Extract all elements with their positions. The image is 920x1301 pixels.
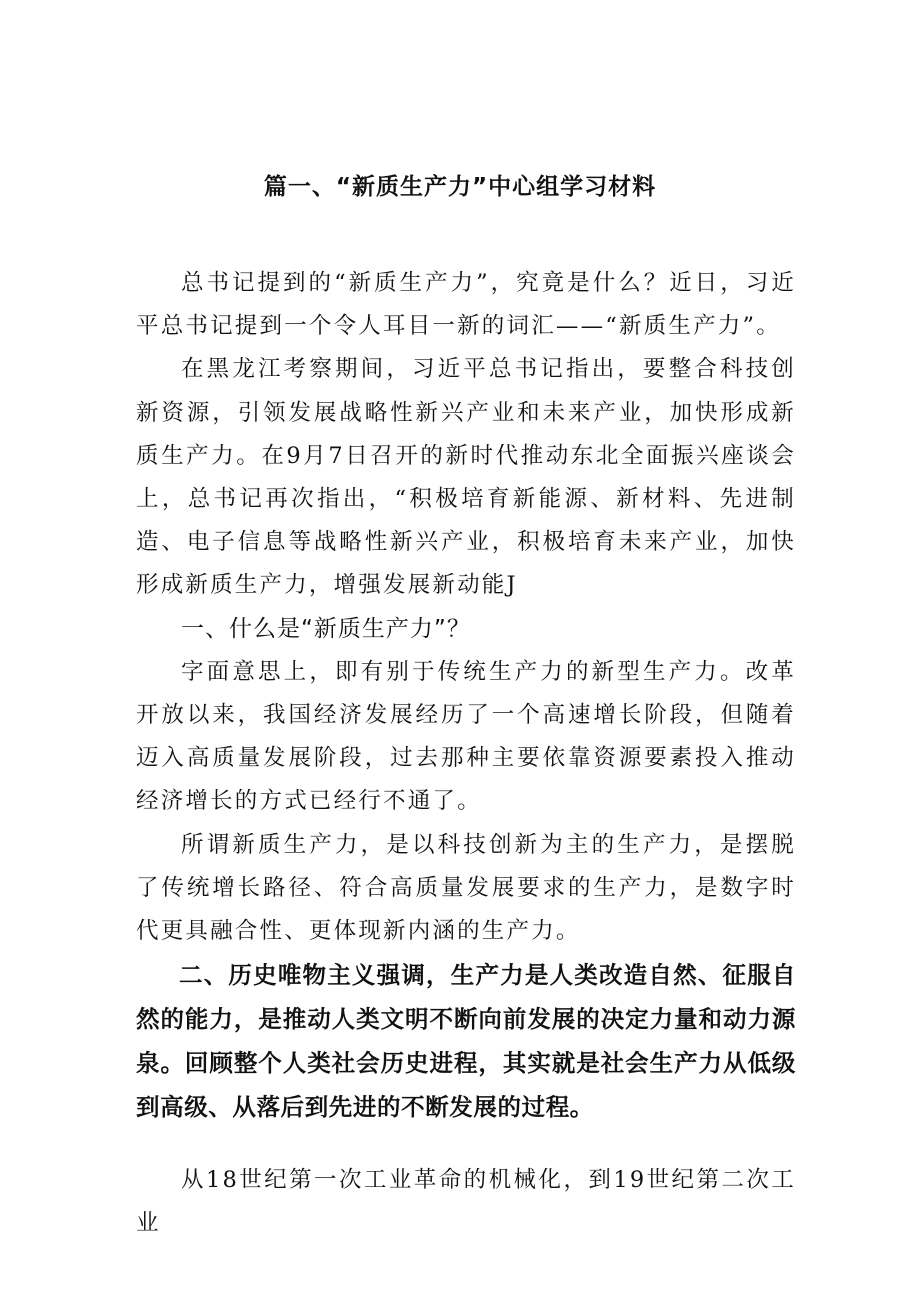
paragraph-industrial-revolution: 从18世纪第一次工业革命的机械化，到19世纪第二次工业 xyxy=(136,1167,796,1237)
paragraph-definition: 所谓新质生产力，是以科技创新为主的生产力，是摆脱了传统增长路径、符合高质量发展要求的生产力，是数字时代更具融合性、更体现新内涵的生产力。 xyxy=(136,831,796,945)
document-title: 篇一、“新质生产力”中心组学习材料 xyxy=(263,174,657,200)
section-heading-1: 一、什么是“新质生产力”？ xyxy=(181,615,471,642)
document-body xyxy=(136,262,796,1246)
section-heading-2-paragraph: 二、历史唯物主义强调，生产力是人类改造自然、征服自然的能力，是推动人类文明不断向前发展的决定力量和动力源泉。回顾整个人类社会历史进程，其实就是社会生产力从低级到高级、从落后到先进的不断发展的过程。 xyxy=(136,961,796,1122)
paragraph-literal-meaning: 字面意思上，即有别于传统生产力的新型生产力。改革开放以来，我国经济发展经历了一个高速增长阶段，但随着迈入高质量发展阶段，过去那种主要依靠资源要素投入推动经济增长的方式已经行不通了。 xyxy=(136,658,796,815)
paragraph-heilongjiang: 在黑龙江考察期间，习近平总书记指出，要整合科技创新资源，引领发展战略性新兴产业和未来产业，加快形成新质生产力。在9月7日召开的新时代推动东北全面振兴座谈会上，总书记再次指出，“积极培育新能源、新材料、先进制造、电子信息等战略性新兴产业，积极培育未来产业，加快形成新质生产力，增强发展新动能J xyxy=(136,356,796,599)
paragraph-intro: 总书记提到的“新质生产力”，究竟是什么？近日，习近平总书记提到一个令人耳目一新的词汇——“新质生产力”。 xyxy=(136,270,796,340)
